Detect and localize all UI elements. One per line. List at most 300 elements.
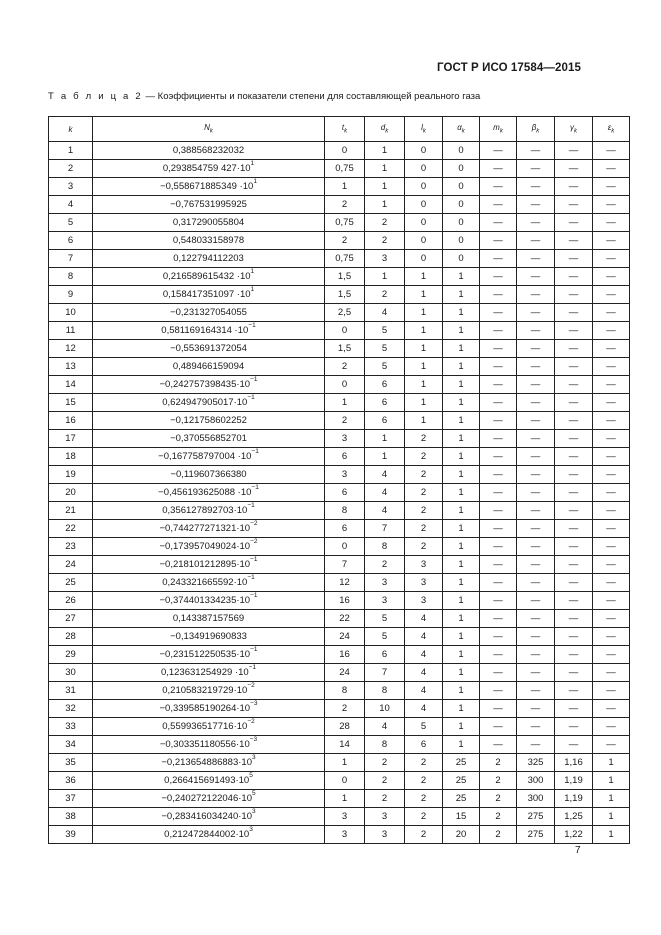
cell-m: —: [480, 592, 517, 610]
cell-d: 3: [365, 574, 405, 592]
cell-beta: —: [517, 196, 555, 214]
cell-t: 8: [325, 502, 365, 520]
cell-m: —: [480, 376, 517, 394]
cell-t: 2: [325, 232, 365, 250]
cell-epsilon: —: [593, 232, 630, 250]
cell-n: [93, 790, 325, 808]
cell-epsilon: —: [593, 178, 630, 196]
cell-l: 5: [405, 718, 443, 736]
cell-gamma: —: [555, 394, 593, 412]
cell-m: 2: [480, 826, 517, 844]
cell-l: 1: [405, 322, 443, 340]
cell-alpha: 1: [443, 610, 480, 628]
table-row: [49, 286, 630, 304]
cell-m: —: [480, 556, 517, 574]
table-row: [49, 754, 630, 772]
cell-epsilon: —: [593, 538, 630, 556]
cell-d: 5: [365, 628, 405, 646]
cell-k: 28: [49, 628, 93, 646]
cell-epsilon: 1: [593, 772, 630, 790]
coefficient-mantissa: 0,293854759 427·10: [162, 162, 251, 174]
cell-m: —: [480, 520, 517, 538]
coefficient-mantissa: −0,767531995925: [170, 198, 247, 210]
coefficient-exponent: −1: [247, 574, 255, 582]
cell-l: 1: [405, 394, 443, 412]
cell-n: [93, 250, 325, 268]
cell-n: [93, 304, 325, 322]
header-l: $l_k$: [405, 117, 443, 142]
cell-gamma: —: [555, 610, 593, 628]
cell-alpha: 0: [443, 232, 480, 250]
coefficient-exponent: 1: [250, 160, 255, 168]
cell-n: [93, 466, 325, 484]
cell-gamma: 1,25: [555, 808, 593, 826]
cell-d: 3: [365, 592, 405, 610]
coefficient-mantissa: −0,339585190264·10: [159, 702, 251, 714]
coefficient-exponent: −1: [251, 448, 259, 456]
cell-d: 2: [365, 772, 405, 790]
cell-epsilon: —: [593, 466, 630, 484]
cell-epsilon: —: [593, 286, 630, 304]
cell-n: [93, 520, 325, 538]
cell-t: 8: [325, 682, 365, 700]
cell-epsilon: —: [593, 646, 630, 664]
cell-n: [93, 718, 325, 736]
cell-d: 4: [365, 502, 405, 520]
coefficient-exponent: −3: [249, 736, 258, 744]
cell-t: 6: [325, 448, 365, 466]
cell-alpha: 1: [443, 484, 480, 502]
table-row: [49, 430, 630, 448]
cell-beta: —: [517, 718, 555, 736]
coefficient-mantissa: 0,212472844002·10: [164, 828, 250, 840]
cell-beta: —: [517, 430, 555, 448]
cell-epsilon: —: [593, 682, 630, 700]
cell-epsilon: —: [593, 556, 630, 574]
cell-d: 2: [365, 556, 405, 574]
cell-n: [93, 574, 325, 592]
coefficient-mantissa: 0,624947905017·10: [162, 396, 248, 408]
cell-beta: —: [517, 502, 555, 520]
cell-gamma: —: [555, 628, 593, 646]
coefficient-exponent: −2: [250, 520, 258, 528]
cell-epsilon: 1: [593, 790, 630, 808]
cell-k: 17: [49, 430, 93, 448]
cell-gamma: —: [555, 484, 593, 502]
header-beta: $\beta_k$: [517, 117, 555, 142]
cell-t: 3: [325, 808, 365, 826]
cell-t: 1: [325, 394, 365, 412]
cell-gamma: —: [555, 412, 593, 430]
cell-n: [93, 376, 325, 394]
coefficient-exponent: 1: [250, 286, 255, 294]
cell-n: [93, 610, 325, 628]
table-row: [49, 142, 630, 160]
table-row: [49, 628, 630, 646]
cell-l: 0: [405, 178, 443, 196]
coefficient-mantissa: −0,119607366380: [170, 468, 247, 480]
cell-epsilon: —: [593, 502, 630, 520]
cell-alpha: 1: [443, 592, 480, 610]
coefficient-mantissa: 0,489466159094: [172, 360, 245, 372]
cell-m: —: [480, 682, 517, 700]
cell-t: 12: [325, 574, 365, 592]
coefficients-table: [48, 116, 630, 844]
cell-beta: —: [517, 520, 555, 538]
cell-l: 0: [405, 214, 443, 232]
coefficient-mantissa: −0,283416034240·10: [161, 810, 252, 822]
cell-alpha: 1: [443, 322, 480, 340]
cell-beta: 275: [517, 826, 555, 844]
cell-d: 6: [365, 646, 405, 664]
cell-l: 2: [405, 502, 443, 520]
cell-k: 1: [49, 142, 93, 160]
cell-gamma: —: [555, 214, 593, 232]
cell-k: 7: [49, 250, 93, 268]
cell-alpha: 1: [443, 304, 480, 322]
cell-beta: —: [517, 628, 555, 646]
cell-l: 3: [405, 574, 443, 592]
table-row: [49, 610, 630, 628]
cell-epsilon: —: [593, 250, 630, 268]
coefficient-mantissa: 0,216589615432 ·10: [162, 270, 251, 282]
cell-m: —: [480, 286, 517, 304]
coefficient-exponent: −1: [247, 502, 255, 510]
coefficient-mantissa: 0,548033158978: [172, 234, 245, 246]
cell-k: 27: [49, 610, 93, 628]
cell-d: 1: [365, 196, 405, 214]
cell-epsilon: —: [593, 448, 630, 466]
coefficient-mantissa: −0,231512250535·10: [159, 648, 251, 660]
cell-m: —: [480, 430, 517, 448]
cell-d: 3: [365, 250, 405, 268]
cell-alpha: 0: [443, 250, 480, 268]
cell-d: 5: [365, 610, 405, 628]
coefficient-mantissa: 0,158417351097 ·10: [162, 288, 251, 300]
cell-k: 24: [49, 556, 93, 574]
cell-epsilon: —: [593, 520, 630, 538]
coefficient-exponent: −1: [248, 322, 256, 330]
cell-t: 22: [325, 610, 365, 628]
table-row: [49, 592, 630, 610]
coefficient-mantissa: −0,134919690833: [170, 630, 247, 642]
cell-epsilon: —: [593, 268, 630, 286]
table-row: [49, 520, 630, 538]
cell-k: 13: [49, 358, 93, 376]
cell-gamma: —: [555, 718, 593, 736]
cell-m: —: [480, 664, 517, 682]
cell-n: [93, 286, 325, 304]
cell-l: 4: [405, 646, 443, 664]
cell-beta: —: [517, 412, 555, 430]
cell-beta: —: [517, 250, 555, 268]
cell-d: 10: [365, 700, 405, 718]
coefficient-exponent: 3: [249, 826, 253, 834]
cell-n: [93, 556, 325, 574]
cell-gamma: —: [555, 358, 593, 376]
table-row: [49, 736, 630, 754]
cell-beta: —: [517, 214, 555, 232]
cell-m: —: [480, 736, 517, 754]
cell-t: 2: [325, 196, 365, 214]
cell-m: —: [480, 160, 517, 178]
cell-m: 2: [480, 808, 517, 826]
coefficient-exponent: 5: [249, 772, 253, 780]
cell-n: [93, 322, 325, 340]
cell-m: 2: [480, 754, 517, 772]
coefficient-mantissa: −0,121758602252: [170, 414, 247, 426]
document-code: ГОСТ Р ИСО 17584—2015: [436, 62, 581, 74]
cell-alpha: 1: [443, 646, 480, 664]
cell-beta: 300: [517, 790, 555, 808]
cell-k: 36: [49, 772, 93, 790]
cell-alpha: 1: [443, 556, 480, 574]
coefficient-exponent: −2: [250, 538, 258, 546]
cell-k: 11: [49, 322, 93, 340]
cell-t: 0,75: [325, 250, 365, 268]
cell-m: —: [480, 412, 517, 430]
cell-l: 0: [405, 196, 443, 214]
cell-gamma: —: [555, 466, 593, 484]
cell-n: [93, 592, 325, 610]
cell-t: 7: [325, 556, 365, 574]
cell-n: [93, 700, 325, 718]
coefficient-exponent: −1: [251, 484, 259, 492]
cell-n: [93, 232, 325, 250]
header-epsilon: $\varepsilon_k$: [593, 117, 630, 142]
cell-t: 3: [325, 430, 365, 448]
cell-d: 5: [365, 322, 405, 340]
cell-gamma: —: [555, 268, 593, 286]
cell-beta: —: [517, 232, 555, 250]
cell-k: 26: [49, 592, 93, 610]
header-m: $m_k$: [480, 117, 517, 142]
table-row: [49, 682, 630, 700]
table-row: [49, 412, 630, 430]
cell-alpha: 0: [443, 196, 480, 214]
coefficient-exponent: −1: [250, 646, 258, 654]
cell-k: 19: [49, 466, 93, 484]
cell-n: [93, 826, 325, 844]
table-row: [49, 394, 630, 412]
cell-gamma: —: [555, 430, 593, 448]
coefficient-mantissa: 0,123631254929 ·10: [160, 666, 249, 678]
cell-epsilon: —: [593, 484, 630, 502]
cell-t: 0: [325, 538, 365, 556]
cell-k: 15: [49, 394, 93, 412]
cell-m: —: [480, 700, 517, 718]
coefficient-exponent: −2: [247, 718, 255, 726]
cell-epsilon: —: [593, 718, 630, 736]
cell-gamma: —: [555, 178, 593, 196]
cell-l: 2: [405, 484, 443, 502]
cell-alpha: 0: [443, 160, 480, 178]
cell-beta: —: [517, 142, 555, 160]
cell-k: 6: [49, 232, 93, 250]
cell-beta: —: [517, 448, 555, 466]
cell-l: 2: [405, 538, 443, 556]
table-row: [49, 538, 630, 556]
cell-n: [93, 484, 325, 502]
table-row: [49, 214, 630, 232]
coefficient-mantissa: 0,317290055804: [172, 216, 245, 228]
cell-n: [93, 178, 325, 196]
cell-alpha: 1: [443, 448, 480, 466]
cell-m: —: [480, 574, 517, 592]
cell-m: —: [480, 466, 517, 484]
coefficient-exponent: −1: [247, 394, 255, 402]
cell-t: 0: [325, 772, 365, 790]
cell-beta: —: [517, 340, 555, 358]
cell-t: 0: [325, 142, 365, 160]
cell-beta: —: [517, 646, 555, 664]
cell-m: —: [480, 718, 517, 736]
cell-n: [93, 196, 325, 214]
cell-d: 4: [365, 484, 405, 502]
cell-t: 0,75: [325, 214, 365, 232]
cell-d: 8: [365, 538, 405, 556]
cell-t: 2: [325, 700, 365, 718]
cell-alpha: 25: [443, 772, 480, 790]
cell-m: —: [480, 610, 517, 628]
cell-epsilon: —: [593, 394, 630, 412]
cell-k: 39: [49, 826, 93, 844]
cell-n: [93, 808, 325, 826]
cell-m: —: [480, 232, 517, 250]
table-row: [49, 160, 630, 178]
cell-m: 2: [480, 790, 517, 808]
cell-alpha: 25: [443, 754, 480, 772]
cell-epsilon: —: [593, 304, 630, 322]
cell-beta: —: [517, 736, 555, 754]
cell-m: —: [480, 196, 517, 214]
coefficient-exponent: −1: [248, 664, 257, 672]
cell-epsilon: —: [593, 160, 630, 178]
cell-alpha: 1: [443, 700, 480, 718]
cell-t: 1: [325, 178, 365, 196]
cell-epsilon: 1: [593, 808, 630, 826]
cell-m: —: [480, 538, 517, 556]
cell-m: —: [480, 214, 517, 232]
cell-k: 8: [49, 268, 93, 286]
cell-l: 2: [405, 520, 443, 538]
cell-n: [93, 412, 325, 430]
cell-d: 1: [365, 178, 405, 196]
table-row: [49, 700, 630, 718]
table-row: [49, 826, 630, 844]
cell-gamma: 1,16: [555, 754, 593, 772]
cell-d: 2: [365, 214, 405, 232]
cell-d: 2: [365, 790, 405, 808]
cell-t: 24: [325, 628, 365, 646]
cell-beta: —: [517, 376, 555, 394]
coefficient-mantissa: −0,303351180556·10: [159, 738, 250, 750]
coefficient-mantissa: −0,218101212895·10: [159, 558, 251, 570]
cell-n: [93, 754, 325, 772]
cell-epsilon: —: [593, 574, 630, 592]
cell-t: 0: [325, 376, 365, 394]
cell-m: 2: [480, 772, 517, 790]
cell-t: 14: [325, 736, 365, 754]
cell-n: [93, 340, 325, 358]
cell-gamma: —: [555, 250, 593, 268]
cell-k: 22: [49, 520, 93, 538]
coefficient-exponent: 1: [253, 178, 257, 186]
coefficient-mantissa: −0,456193625088 ·10: [158, 486, 252, 498]
cell-n: [93, 538, 325, 556]
coefficient-mantissa: −0,744277271321·10: [159, 522, 251, 534]
cell-l: 4: [405, 682, 443, 700]
cell-epsilon: —: [593, 412, 630, 430]
cell-beta: —: [517, 358, 555, 376]
cell-l: 2: [405, 448, 443, 466]
table-caption-label: Т а б л и ц а 2: [48, 91, 143, 102]
coefficient-exponent: −1: [250, 592, 258, 600]
cell-alpha: 0: [443, 142, 480, 160]
coefficient-mantissa: 0,581169164314 ·10: [161, 324, 249, 336]
cell-l: 0: [405, 232, 443, 250]
cell-d: 8: [365, 682, 405, 700]
cell-k: 38: [49, 808, 93, 826]
cell-gamma: —: [555, 682, 593, 700]
coefficient-mantissa: −0,173957049024·10: [159, 540, 251, 552]
cell-beta: —: [517, 538, 555, 556]
cell-k: 3: [49, 178, 93, 196]
cell-beta: —: [517, 304, 555, 322]
cell-d: 3: [365, 808, 405, 826]
cell-epsilon: —: [593, 700, 630, 718]
cell-n: [93, 448, 325, 466]
cell-n: [93, 214, 325, 232]
cell-k: 32: [49, 700, 93, 718]
cell-epsilon: —: [593, 610, 630, 628]
cell-l: 0: [405, 160, 443, 178]
cell-k: 35: [49, 754, 93, 772]
cell-alpha: 1: [443, 394, 480, 412]
coefficient-mantissa: −0,374401334235·10: [159, 594, 251, 606]
table-row: [49, 556, 630, 574]
cell-beta: —: [517, 664, 555, 682]
table-caption: [48, 91, 480, 102]
coefficient-exponent: −1: [250, 376, 258, 384]
cell-d: 6: [365, 394, 405, 412]
cell-t: 16: [325, 592, 365, 610]
coefficient-mantissa: 0,388568232032: [172, 144, 245, 156]
cell-k: 25: [49, 574, 93, 592]
cell-gamma: —: [555, 376, 593, 394]
cell-d: 4: [365, 304, 405, 322]
cell-l: 4: [405, 628, 443, 646]
cell-alpha: 1: [443, 412, 480, 430]
table-row: [49, 574, 630, 592]
cell-d: 8: [365, 736, 405, 754]
header-d: $d_k$: [365, 117, 405, 142]
cell-t: 28: [325, 718, 365, 736]
cell-epsilon: —: [593, 142, 630, 160]
cell-n: [93, 142, 325, 160]
cell-d: 1: [365, 160, 405, 178]
cell-gamma: —: [555, 520, 593, 538]
table-row: [49, 196, 630, 214]
cell-m: —: [480, 142, 517, 160]
cell-n: [93, 646, 325, 664]
table-row: [49, 232, 630, 250]
cell-alpha: 1: [443, 736, 480, 754]
cell-beta: 300: [517, 772, 555, 790]
cell-l: 3: [405, 556, 443, 574]
cell-n: [93, 430, 325, 448]
cell-t: 24: [325, 664, 365, 682]
